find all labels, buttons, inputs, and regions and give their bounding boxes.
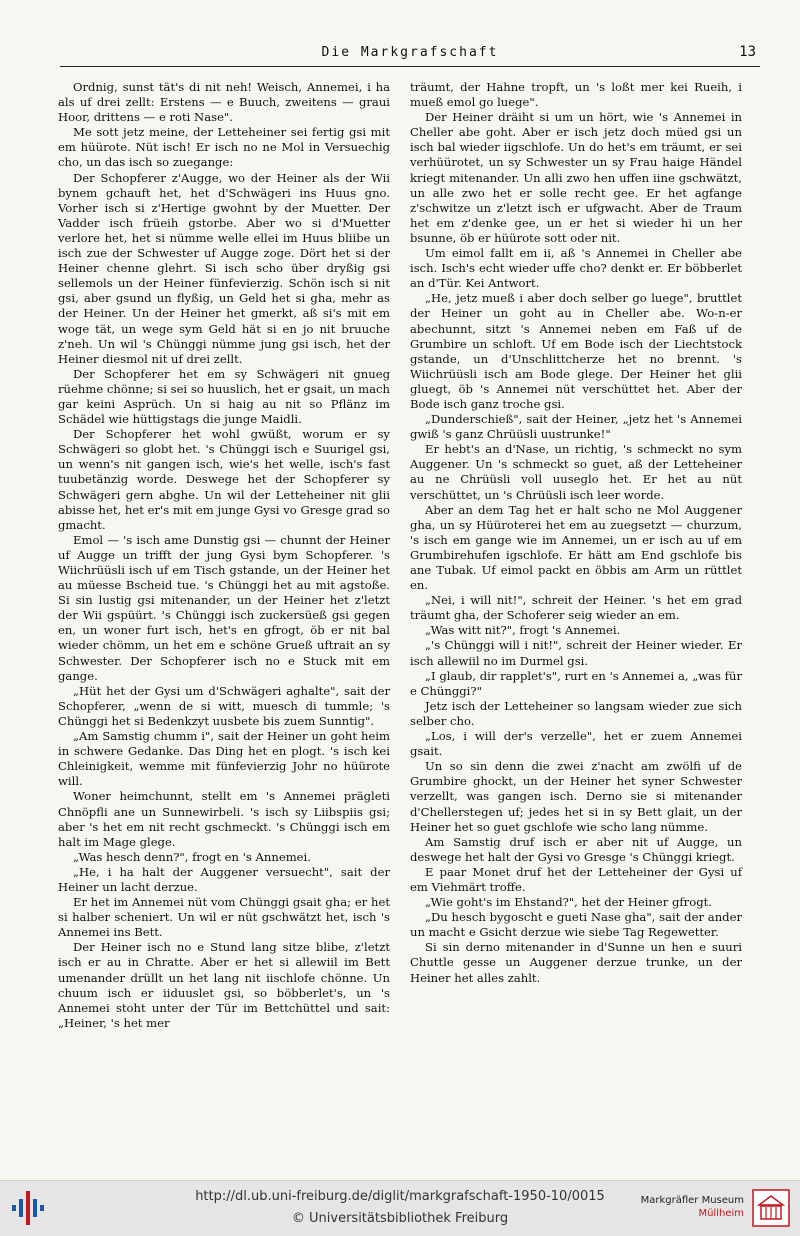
right-column: [410, 80, 742, 986]
paragraph: „Dunderschieß", sait der Heiner, „jetz het 's Annemei gwiß 's ganz Chrüüsli uustrunke!": [410, 412, 742, 442]
museum-credit: [641, 1194, 744, 1220]
paragraph: Me sott jetz meine, der Letteheiner sei fertig gsi mit em hüürote. Nüt isch! Er isch no ne Mol in Versuechig cho, un das isch so zuegange:: [58, 125, 390, 170]
paragraph: „Was hesch denn?", frogt en 's Annemei.: [73, 849, 311, 864]
museum-building-icon: [752, 1189, 790, 1227]
paragraph: „He, jetz mueß i aber doch selber go luege", bruttlet der Heiner un goht au in Cheller abe. Wo-n-er abechunnt, sitzt 's Annemei neben em Faß uf de Grumbire un schloft. Uf em Bode isch der Liechtstock gstande, un d'Unschlittcherze het no brennt. 's Wiichrüüsli isch am Bode glege. Der Heiner het glii gluegt, öb 's Annemei nüt verschüttet het. Aber der Bode isch ganz troche gsi.: [410, 291, 742, 411]
paragraph: Der Heiner isch no e Stund lang sitze blibe, z'letzt isch er au in Chratte. Aber er het si allewiil im Bett umenander drüllt un het lang nit iischlofe chönne. Un chuum isch er iiduuslet gsi, so böbberlet's, un 's Annemei stoht unter der Tür im Bettchüttel und sait: „Heiner, 's het mer: [58, 940, 390, 1030]
paragraph: „Was witt nit?", frogt 's Annemei.: [425, 623, 621, 638]
paragraph: „Du hesch bygoscht e gueti Nase gha", sait der ander un macht e Gsicht derzue wie siebe Tag Regewetter.: [410, 910, 742, 940]
paragraph: „Am Samstig chumm i", sait der Heiner un goht heim in schwere Gedanke. Das Ding het en plogt. 's isch kei Chleinigkeit, wemme mit fünfevierzig Johr no hüürote will.: [58, 729, 390, 789]
permalink[interactable]: http://dl.ub.uni-freiburg.de/diglit/markgrafschaft-1950-10/0015: [195, 1189, 605, 1204]
paragraph: „Wie goht's im Ehstand?", het der Heiner gfrogt.: [425, 895, 712, 910]
paragraph: Am Samstig druf isch er aber nit uf Augge, un deswege het halt der Gysi vo Gresge 's Chünggi kriegt.: [410, 834, 742, 864]
paragraph: Der Heiner dräiht si um un hört, wie 's Annemei in Cheller abe goht. Aber er isch jetz doch müed gsi un isch bal wieder iigschlofe. Un do het's em träumt, er sei verhüürotet, un sy Schwester un sy Frau haige Händel kriegt mitenander. Un alli zwo hen uffen iine gschwätzt, un alle zwo het er solle recht gee. Er het agfange z'schwitze un z'letzt isch er ufgwacht. Aber de Traum het em z'denke gee, un er het si wieder hi un her bsunne, öb er hüürote sott oder nit.: [410, 110, 742, 245]
paragraph: Um eimol fallt em ii, aß 's Annemei in Cheller abe isch. Isch's echt wieder uffe cho? denkt er. Er böbberlet an d'Tür. Kei Antwort.: [410, 246, 742, 291]
paragraph: Ordnig, sunst tät's di nit neh! Weisch, Annemei, i ha als uf drei zellt: Erstens — e Buuch, zweitens — graui Hoor, drittens — e roti Nase".: [58, 80, 390, 125]
paragraph: „'s Chünggi will i nit!", schreit der Heiner wieder. Er isch allewiil no im Durmel gsi.: [410, 638, 742, 668]
copyright-notice: © Universitätsbibliothek Freiburg: [291, 1211, 509, 1226]
paragraph: „Hüt het der Gysi um d'Schwägeri aghalte", sait der Schopferer, „wenn de si witt, muesch di tummle; 's Chünggi het si Bedenkzyt uusbete bis zuem Sunntig".: [58, 683, 390, 728]
left-column: [58, 80, 390, 1031]
paragraph: „Nei, i will nit!", schreit der Heiner. 's het em grad träumt gha, der Schoferer seig wieder an em.: [410, 593, 742, 623]
paragraph: Aber an dem Tag het er halt scho ne Mol Auggener gha, un sy Hüüroterei het em au zuegsetzt — churzum, 's isch em gange wie im Annemei, un er isch au uf em Grumbirehufen igschlofe. Er hätt am End gschlofe bis ane Tubak. Uf eimol packt en öbbis am Arm un rüttlet en.: [410, 502, 742, 593]
library-footer: [0, 1180, 800, 1236]
paragraph: „I glaub, dir rapplet's", rurt en 's Annemei a, „was für e Chünggi?": [410, 668, 742, 698]
paragraph: Der Schopferer het wohl gwüßt, worum er sy Schwägeri so globt het. 's Chünggi isch e Suurigel gsi, un wenn's nit gangen isch, wie's het welle, isch's fast tuubetänzig worde. Deswege het der Schopferer sy Schwägeri gern abghe. Un wil der Letteheiner nit glii abisse het, het er's mit em junge Gysi vo Gresge grad so gmacht.: [58, 427, 390, 532]
paragraph: Jetz isch der Letteheiner so langsam wieder zue sich selber cho.: [410, 698, 742, 728]
paragraph: Er het im Annemei nüt vom Chünggi gsait gha; er het si halber scheniert. Un wil er nüt gschwätzt het, isch 's Annemei ins Bett.: [58, 895, 390, 940]
paragraph: Si sin derno mitenander in d'Sunne un hen e suuri Chuttle gesse un Auggener derzue trunke, un der Heiner het alles zahlt.: [410, 940, 742, 985]
paragraph: Un so sin denn die zwei z'nacht am zwölfi uf de Grumbire ghockt, un der Heiner het syner Schwester verzellt, was gangen isch. Derno sie si mitenander d'Chellerstegen uf; jedes het si in sy Bett glait, un der Heiner het so guet gschlofe wie scho lang nümme.: [410, 759, 742, 834]
museum-city: Müllheim: [698, 1208, 744, 1219]
page-number: 13: [739, 44, 756, 60]
running-header: [60, 44, 760, 67]
museum-name: Markgräfler Museum: [640, 1195, 744, 1206]
paragraph: Der Schopferer het em sy Schwägeri nit gnueg rüehme chönne; si sei so huuslich, het er gsait, un mach gar keini Asprüch. Un si haig au nit so Pflänz im Schädel wie hüttigstags die junge Maidli.: [58, 366, 390, 427]
paragraph: träumt, der Hahne tropft, un 's loßt mer kei Rueih, i mueß emol go luege".: [410, 80, 742, 110]
paragraph: Woner heimchunnt, stellt em 's Annemei prägleti Chnöpfli ane un Sunnewirbeli. 's isch sy Liibspiis gsi; aber 's het em nit recht gschmeckt. 's Chünggi isch em halt im Mage glege.: [58, 789, 390, 849]
paragraph: Der Schopferer z'Augge, wo der Heiner als der Wii bynem gchauft het, het d'Schwägeri ins Huus gno. Vorher isch si z'Hertige gwohnt by der Muetter. Der Vadder isch früeih gstorbe. Aber wo si d'Muetter verlore het, het si nümme welle ellei im Huus bliibe un isch zue der Schwester uf Augge zoge. Dört het si der Heiner chenne glehrt. Si isch scho über dryßig gsi sellemols un der Heiner fünfevierzig. Schön isch si nit gsi, aber gsund un flyßig, un Geld het si gha, mehr as der Heiner. Un der Heiner het gmerkt, aß si's mit em woge tät, un wege sym Geld hät si en jo nit bruuche z'neh. Un wil 's Chünggi nümme jung gsi isch, het der Heiner diesmol nit uf drei zellt.: [58, 170, 390, 366]
paragraph: Emol — 's isch ame Dunstig gsi — chunnt der Heiner uf Augge un trifft der jung Gysi bym Schopferer. 's Wiichrüüsli isch uf em Tisch gstande, un der Heiner het au müesse Bscheid tue. 's Chünggi het au mit agstoße. Si sin lustig gsi mitenander, un der Heiner het z'letzt der Wii gspüürt. 's Chünggi isch zuckersüeß gsi gegen en, un woner furt isch, het's en gfrogt, öb er nit bal wieder chömm, un het em e schöne Grueß uftrait an sy Schwester. Der Schopferer isch no e Stuck mit em gange.: [58, 532, 390, 683]
paragraph: Er hebt's an d'Nase, un richtig, 's schmeckt no sym Auggener. Un 's schmeckt so guet, aß der Letteheiner au ne Chrüüsli voll uuseglo het. Er het au nüt verschüttet, un 's Chrüüsli isch leer worde.: [410, 442, 742, 502]
paragraph: „Los, i will der's verzelle", het er zuem Annemei gsait.: [410, 729, 742, 759]
paragraph: E paar Monet druf het der Letteheiner der Gysi uf em Viehmärt troffe.: [410, 864, 742, 894]
paragraph: „He, i ha halt der Auggener versuecht", sait der Heiner un lacht derzue.: [58, 864, 390, 894]
journal-title: Die Markgrafschaft: [321, 45, 499, 60]
